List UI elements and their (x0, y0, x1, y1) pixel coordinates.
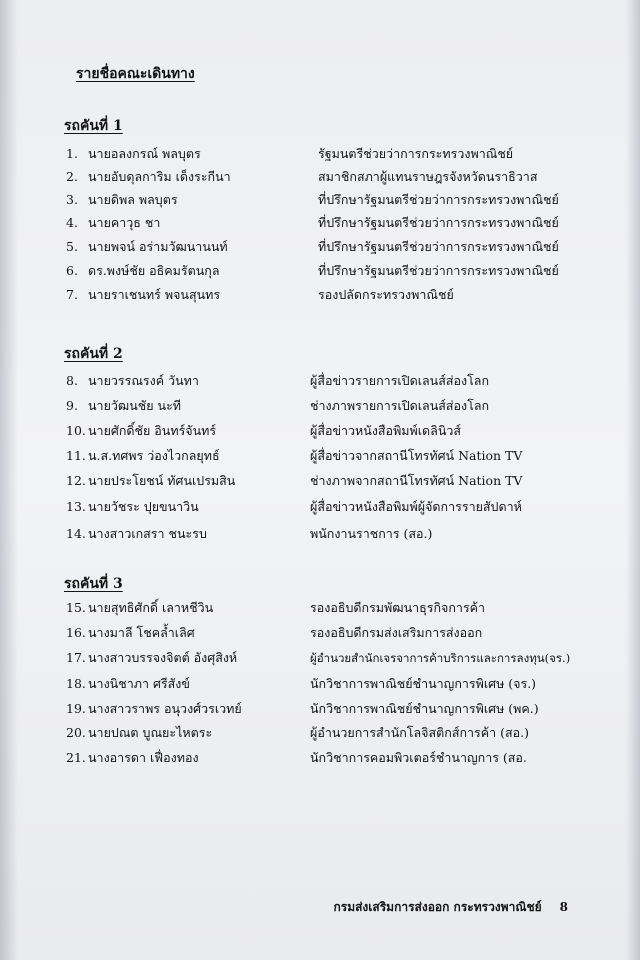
item-number: 21. (66, 750, 86, 765)
list-item (66, 260, 586, 282)
member-name: นายประโยชน์ ทัศนเปรมสิน (88, 473, 236, 488)
document-title: รายชื่อคณะเดินทาง (76, 66, 195, 82)
member-name: ดร.พงษ์ชัย อธิคมรัตนกุล (88, 263, 220, 278)
member-position: นักวิชาการคอมพิวเตอร์ชำนาญการ (สอ. (310, 750, 527, 765)
member-name: นายปณต บูณยะไหตระ (88, 725, 213, 740)
member-position: ผู้สื่อข่าวรายการเปิดเลนส์ส่องโลก (310, 373, 490, 388)
member-position: ผู้อำนวยสำนักเจรจาการค้าบริการและการลงทุน(จร.) (310, 651, 571, 665)
member-name: นายศักดิ์ชัย อินทร์จันทร์ (88, 423, 217, 438)
list-item (66, 420, 586, 442)
member-position: รองอธิบดีกรมส่งเสริมการส่งออก (310, 625, 483, 640)
list-item (66, 647, 586, 669)
list-item (66, 445, 586, 467)
list-item (66, 143, 586, 165)
item-number: 18. (66, 676, 86, 691)
member-position: ช่างภาพจากสถานีโทรทัศน์ Nation TV (310, 473, 523, 488)
member-name: นายอลงกรณ์ พลบุตร (88, 146, 201, 161)
item-number: 12. (66, 473, 86, 488)
list-item (66, 622, 586, 644)
page-number: 8 (559, 900, 568, 914)
member-position: ผู้อำนวยการสำนักโลจิสติกส์การค้า (สอ.) (310, 725, 529, 740)
member-position: ช่างภาพรายการเปิดเลนส์ส่องโลก (310, 398, 490, 413)
list-item (66, 673, 586, 695)
item-number: 14. (66, 526, 86, 541)
member-position: รองอธิบดีกรมพัฒนาธุรกิจการค้า (310, 600, 486, 615)
member-name: นายสุทธิศักดิ์ เลาหชีวิน (88, 600, 214, 615)
item-number: 2. (66, 169, 78, 184)
member-position: ที่ปรึกษารัฐมนตรีช่วยว่าการกระทรวงพาณิชย์ (318, 192, 559, 207)
list-item (66, 722, 586, 744)
item-number: 13. (66, 499, 86, 514)
member-name: นางสาวบรรจงจิตต์ อังศุสิงห์ (88, 650, 238, 665)
item-number: 6. (66, 263, 78, 278)
member-position: ผู้สื่อข่าวจากสถานีโทรทัศน์ Nation TV (310, 448, 523, 463)
item-number: 4. (66, 215, 78, 230)
member-name: นายวรรณรงค์ วันทา (88, 373, 199, 388)
item-number: 15. (66, 600, 86, 615)
member-name: นายดิพล พลบุตร (88, 192, 178, 207)
item-number: 20. (66, 725, 86, 740)
member-name: นายราเชนทร์ พจนสุนทร (88, 287, 221, 302)
item-number: 11. (66, 448, 86, 463)
item-number: 17. (66, 650, 86, 665)
item-number: 9. (66, 398, 78, 413)
member-position: ที่ปรึกษารัฐมนตรีช่วยว่าการกระทรวงพาณิชย์ (318, 263, 559, 278)
list-item (66, 370, 586, 392)
list-item (66, 284, 586, 306)
list-item (66, 747, 586, 769)
member-name: นายคาวุธ ชา (88, 215, 161, 230)
list-item (66, 470, 586, 492)
member-position: ที่ปรึกษารัฐมนตรีช่วยว่าการกระทรวงพาณิชย์ (318, 239, 559, 254)
list-item (66, 212, 586, 234)
member-name: นายอับดุลการิม เด็งระกีนา (88, 169, 231, 184)
member-position: นักวิชาการพาณิชย์ชำนาญการพิเศษ (พค.) (310, 701, 539, 716)
member-name: นางอารดา เฟื่องทอง (88, 750, 199, 765)
item-number: 19. (66, 701, 86, 716)
member-position: พนักงานราชการ (สอ.) (310, 526, 433, 541)
list-item (66, 698, 586, 720)
item-number: 7. (66, 287, 78, 302)
list-item (66, 597, 586, 619)
list-item (66, 166, 586, 188)
member-name: นางมาลี โชคล้ำเลิศ (88, 625, 195, 640)
list-item (66, 395, 586, 417)
member-name: นางสาวราพร อนุวงศ์วรเวทย์ (88, 701, 242, 716)
member-position: ที่ปรึกษารัฐมนตรีช่วยว่าการกระทรวงพาณิชย์ (318, 215, 559, 230)
member-name: นายพจน์ อร่ามวัฒนานนท์ (88, 239, 228, 254)
item-number: 1. (66, 146, 78, 161)
list-item (66, 523, 586, 545)
member-position: ผู้สื่อข่าวหนังสือพิมพ์ผู้จัดการรายสัปดาห์ (310, 499, 522, 514)
member-position: นักวิชาการพาณิชย์ชำนาญการพิเศษ (จร.) (310, 676, 537, 691)
member-position: สมาชิกสภาผู้แทนราษฎรจังหวัดนราธิวาส (318, 169, 538, 184)
item-number: 8. (66, 373, 78, 388)
member-position: รองปลัดกระทรวงพาณิชย์ (318, 287, 454, 302)
group-heading-1: รถคันที่ 1 (64, 118, 123, 134)
list-item (66, 189, 586, 211)
list-item (66, 236, 586, 258)
item-number: 5. (66, 239, 78, 254)
member-name: นางสาวเกสรา ชนะรบ (88, 526, 207, 541)
member-name: น.ส.ทศพร ว่องไวกลยุทธ์ (88, 448, 220, 463)
group-heading-2: รถคันที่ 2 (64, 346, 123, 362)
member-position: รัฐมนตรีช่วยว่าการกระทรวงพาณิชย์ (318, 146, 514, 161)
footer-organization: กรมส่งเสริมการส่งออก กระทรวงพาณิชย์ (333, 900, 542, 914)
member-name: นายวัชระ ปุยขนาวิน (88, 499, 199, 514)
item-number: 16. (66, 625, 86, 640)
page-footer (333, 898, 568, 917)
item-number: 3. (66, 192, 78, 207)
group-heading-3: รถคันที่ 3 (64, 576, 123, 592)
list-item (66, 496, 586, 518)
member-name: นายวัฒนชัย นะที (88, 398, 182, 413)
member-name: นางนิชาภา ศรีสังข์ (88, 676, 190, 691)
member-position: ผู้สื่อข่าวหนังสือพิมพ์เดลินิวส์ (310, 423, 462, 438)
item-number: 10. (66, 423, 86, 438)
